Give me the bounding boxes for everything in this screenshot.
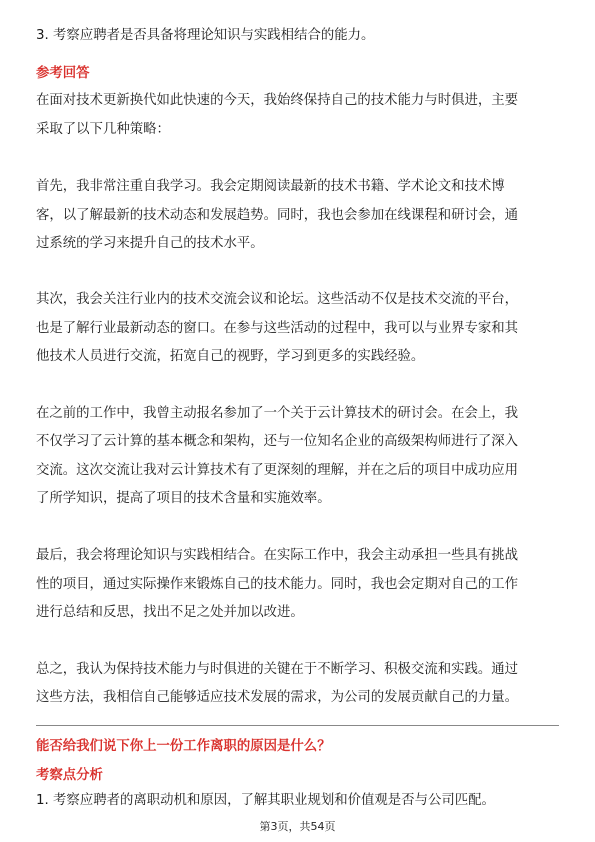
paragraph-line: 进行总结和反思，找出不足之处并加以改进。 — [36, 605, 304, 620]
paragraph-line: 他技术人员进行交流，拓宽自己的视野，学习到更多的实践经验。 — [36, 349, 425, 364]
paragraph-line: 交流。这次交流让我对云计算技术有了更深刻的理解，并在之后的项目中成功应用 — [36, 463, 519, 478]
paragraph-line: 性的项目，通过实际操作来锻炼自己的技术能力。同时，我也会定期对自己的工作 — [36, 577, 519, 592]
paragraph-line: 最后，我会将理论知识与实践相结合。在实际工作中，我会主动承担一些具有挑战 — [36, 548, 519, 563]
paragraph-line: 客，以了解最新的技术动态和发展趋势。同时，我也会参加在线课程和研讨会，通 — [36, 208, 519, 223]
paragraph-line: 在之前的工作中，我曾主动报名参加了一个关于云计算技术的研讨会。在会上，我 — [36, 406, 519, 421]
paragraph-line: 在面对技术更新换代如此快速的今天，我始终保持自己的技术能力与时俱进，主要 — [36, 93, 519, 108]
paragraph-line: 也是了解行业最新动态的窗口。在参与这些活动的过程中，我可以与业界专家和其 — [36, 321, 519, 336]
analysis-item-1: 1. 考察应聘者的离职动机和原因，了解其职业规划和价值观是否与公司匹配。 — [36, 793, 495, 808]
analysis-heading: 考察点分析 — [36, 768, 103, 783]
paragraph-line: 采取了以下几种策略： — [36, 122, 170, 137]
paragraph-line: 不仅学习了云计算的基本概念和架构，还与一位知名企业的高级架构师进行了深入 — [36, 434, 519, 449]
section-divider — [36, 725, 559, 726]
question-3: 3. 考察应聘者是否具备将理论知识与实践相结合的能力。 — [36, 28, 375, 43]
paragraph-line: 总之，我认为保持技术能力与时俱进的关键在于不断学习、积极交流和实践。通过 — [36, 662, 519, 677]
paragraph-line: 了所学知识，提高了项目的技术含量和实施效率。 — [36, 491, 331, 506]
page-number: 第3页，共54页 — [259, 820, 336, 833]
paragraph-line: 首先，我非常注重自我学习。我会定期阅读最新的技术书籍、学术论文和技术博 — [36, 179, 505, 194]
paragraph-line: 这些方法，我相信自己能够适应技术发展的需求，为公司的发展贡献自己的力量。 — [36, 690, 519, 705]
question-heading: 能否给我们说下你上一份工作离职的原因是什么？ — [36, 739, 331, 754]
paragraph-line: 其次，我会关注行业内的技术交流会议和论坛。这些活动不仅是技术交流的平台， — [36, 292, 519, 307]
paragraph-line: 过系统的学习来提升自己的技术水平。 — [36, 236, 264, 251]
answer-heading: 参考回答 — [36, 66, 90, 81]
